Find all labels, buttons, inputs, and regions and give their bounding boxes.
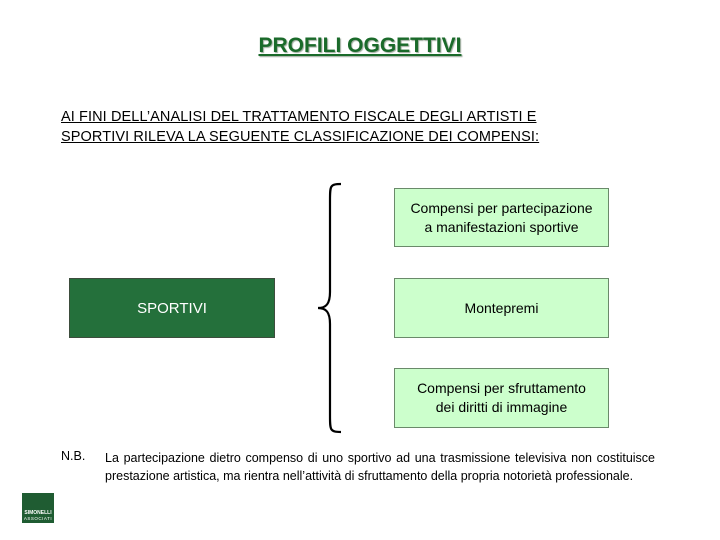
source-node-sportivi: SPORTIVI — [69, 278, 275, 338]
intro-line-1: AI FINI DELL’ANALISI DEL TRATTAMENTO FISCALE DEGLI ARTISTI E — [61, 109, 537, 125]
target-node-montepremi — [394, 278, 609, 338]
note-text: La partecipazione dietro compenso di uno sportivo ad una trasmissione televisiva non costituisce prestazione artistica, ma rientra nell’attività di sfruttamento della propria notorietà professionale. — [105, 451, 655, 483]
target-node-line: dei diritti di immagine — [435, 399, 568, 415]
logo-line-1: SIMONELLI — [24, 510, 52, 516]
brace-path — [318, 184, 341, 432]
note-label: N.B. — [61, 449, 86, 463]
target-node-line: Compensi per partecipazione — [410, 199, 593, 216]
curly-brace-connector — [308, 180, 348, 436]
logo-line-2: ASSOCIATI — [23, 516, 53, 521]
page-title: PROFILI OGGETTIVI — [258, 34, 462, 57]
company-logo — [22, 493, 54, 523]
target-node-sfruttamento — [394, 368, 609, 428]
intro-line-2: SPORTIVI RILEVA LA SEGUENTE CLASSIFICAZIONE DEI COMPENSI: — [61, 129, 540, 145]
intro-text — [61, 107, 661, 147]
target-node-line: a manifestazioni sportive — [424, 218, 579, 235]
target-node-line: Compensi per sfruttamento — [417, 380, 586, 396]
target-node-line: Montepremi — [464, 299, 539, 316]
target-node-partecipazione — [394, 188, 609, 247]
